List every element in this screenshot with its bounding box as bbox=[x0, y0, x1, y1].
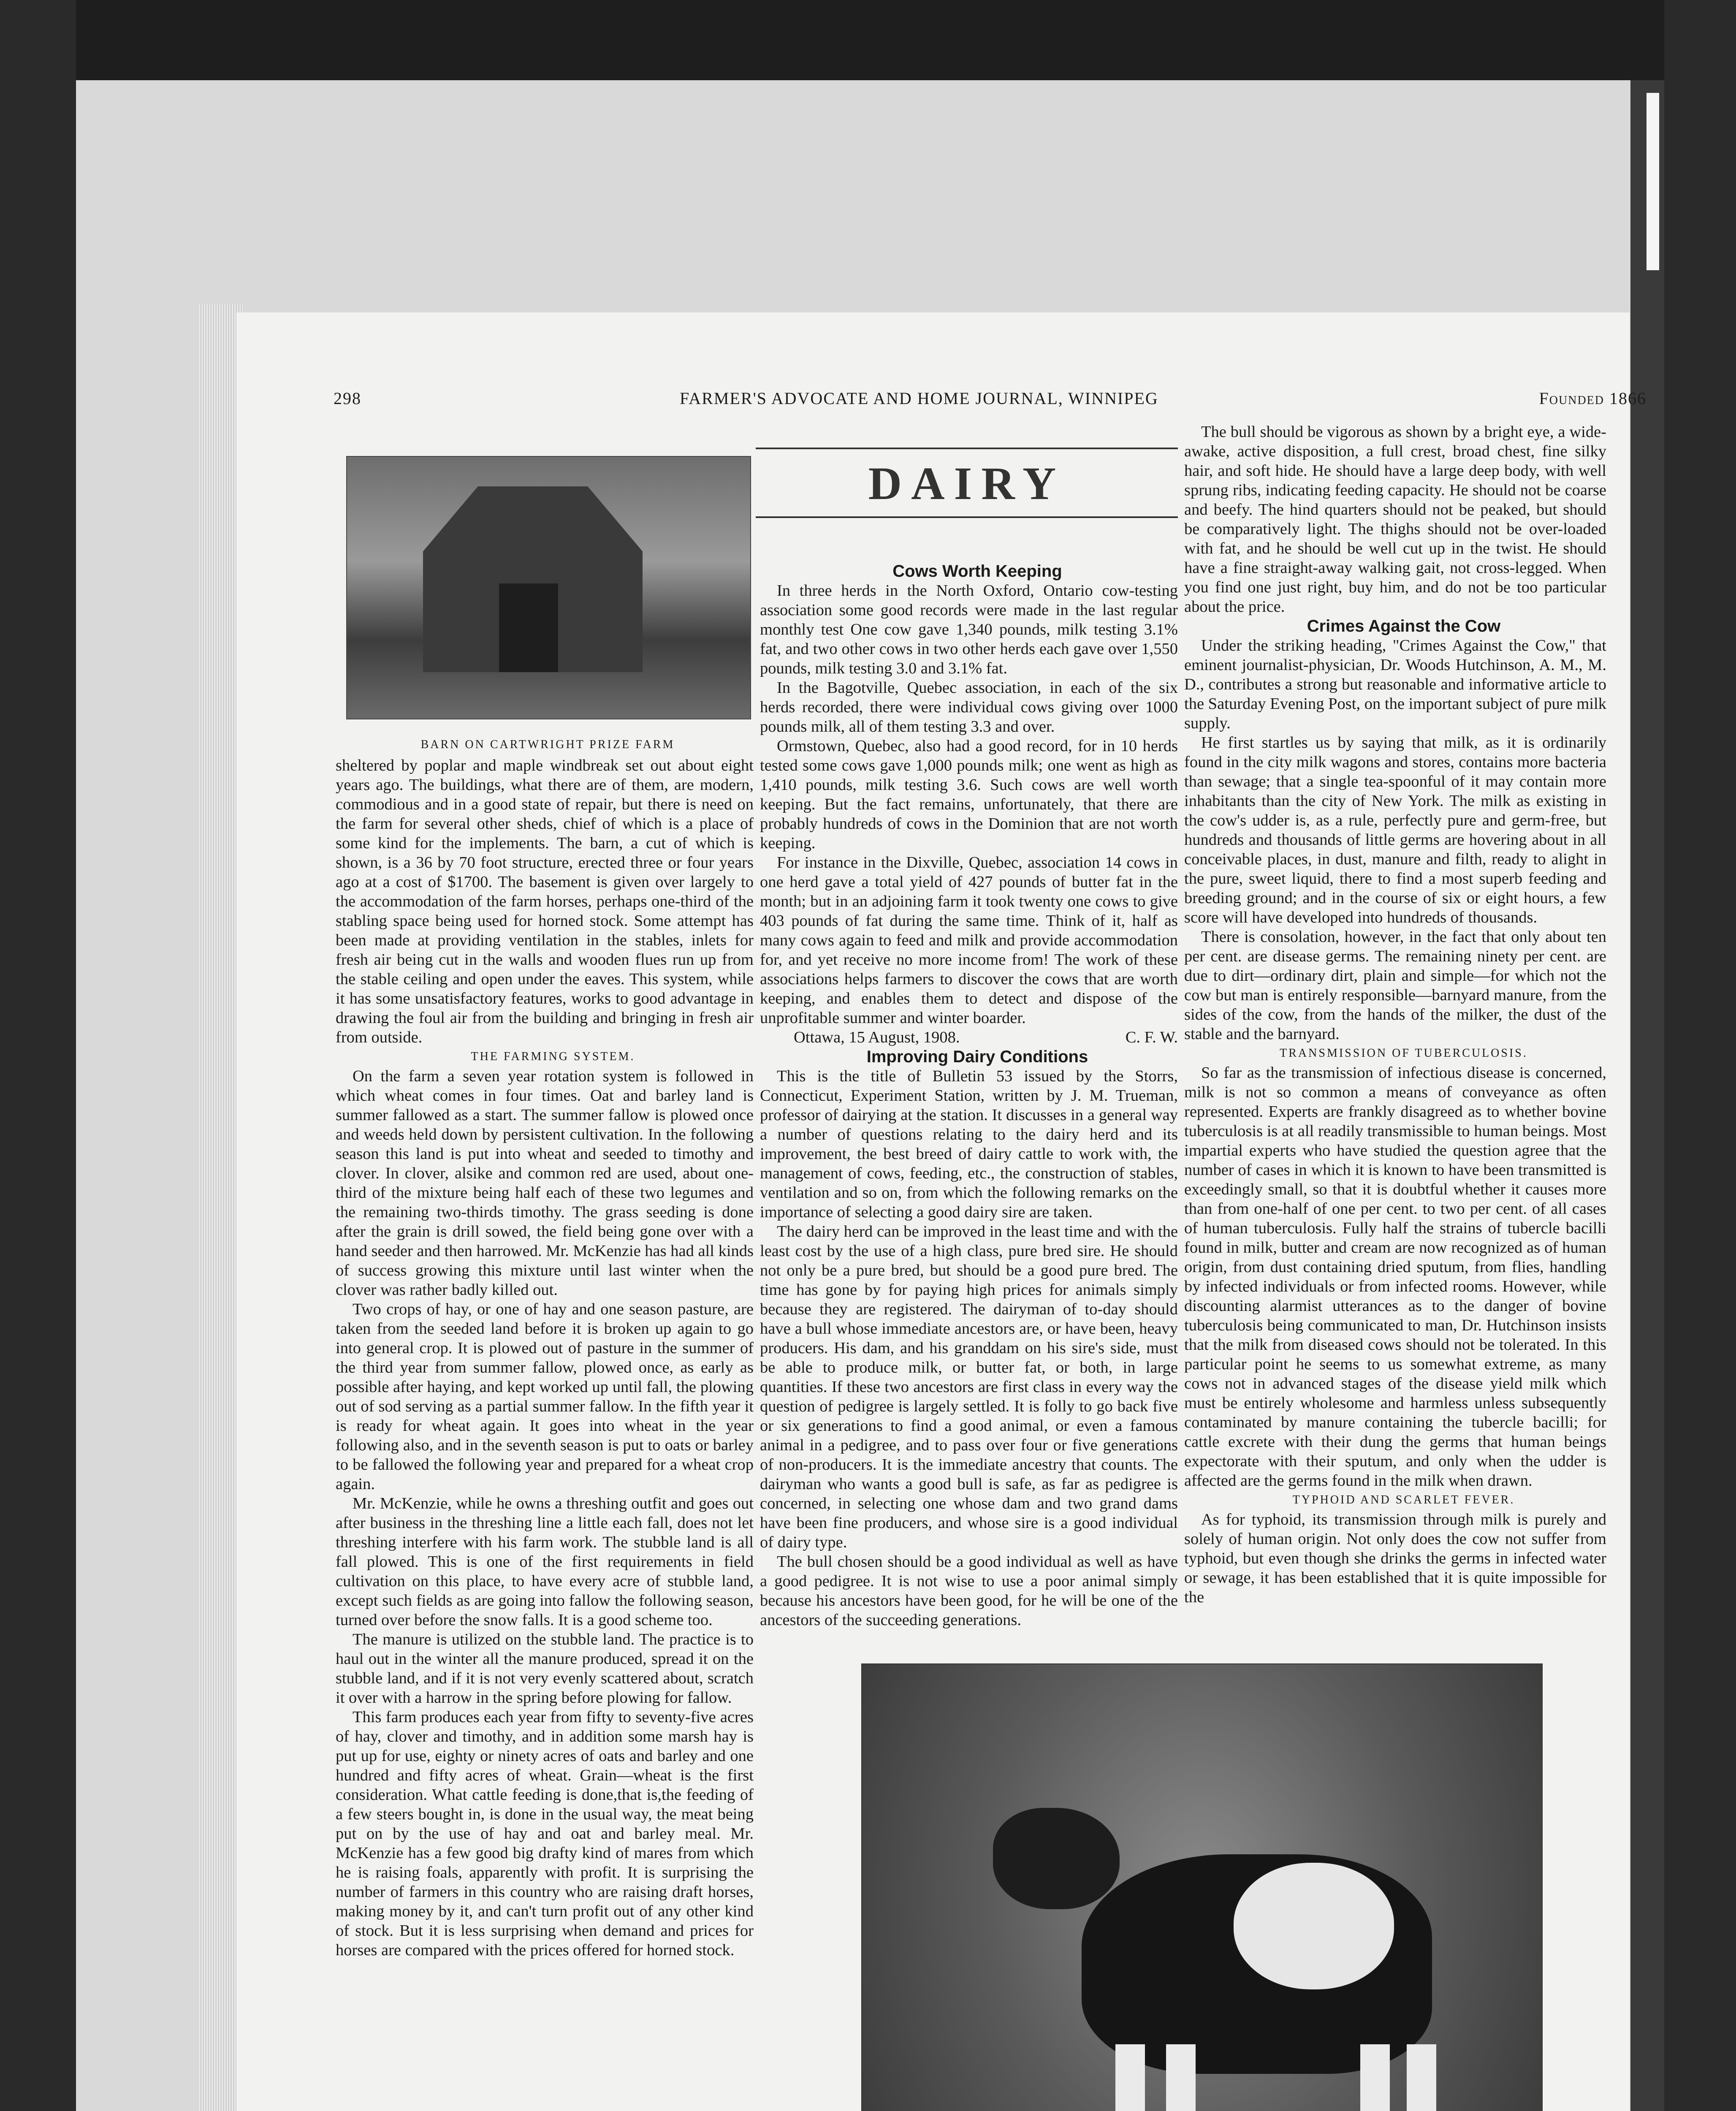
intro-paragraph: sheltered by poplar and maple windbreak set out about eight years ago. The buildings, what there are of them, are modern, commodious and in a good state of repair, but there is need on the farm for several other sheds, chief of which is a place of some kind for the implements. The barn, a cut of which is shown, is a 36 by 70 foot structure, erected three or four years ago at a cost of $1700. The basement is given over largely to the accommodation of the farm horses, perhaps one-third of the stabling space being used for horned stock. Some attempt has been made at providing ventilation in the stables, inlets for fresh air being cut in the walls and wooden flues run up from the stable ceiling and open under the eaves. This system, while it has some unsatisfactory features, works to good advantage in drawing the foul air from the building and bringing in fresh air from outside. bbox=[336, 757, 754, 1046]
signature-initials: C. F. W. bbox=[1125, 1028, 1178, 1046]
signature-place: Ottawa, 15 August, 1908. bbox=[794, 1028, 960, 1046]
paragraph: So far as the transmission of infectious disease is concerned, milk is not so common a means of conveyance as often represented. Experts are frankly disagreed as to whether bovine tuberculosis is at all readily transmissible to human beings. Most impartial experts who have studied the question agree that the number of cases in which it is known to have been transmitted is exceedingly small, so that it is doubtful whether it causes more than from one-half of one per cent. to two per cent. of all cases of human tuberculosis. Fully half the strains of tubercle bacilli found in milk, butter and cream are now recognized as of human origin, from dust containing dried sputum, from flies, handling by infected individuals or from infected rooms. However, while discounting alarmist utterances as to the danger of bovine tuberculosis being communicated to man, Dr. Hutchinson insists that the milk from diseased cows should not be tolerated. In this particular point he seems to us somewhat extreme, as many cows not in advanced stages of the disease yield milk which must be entirely wholesome and harmless unless subsequently contaminated by manure containing the tubercle bacilli; for cattle excrete with their dung the germs that human beings expectorate with their sputum, and only when the udder is affected are the germs found in the milk when drawn. bbox=[1184, 1064, 1606, 1490]
paragraph: He first startles us by saying that milk, as it is ordinarily found in the city milk wagons and stores, contains more bacteria than sewage; that a single tea-spoonful of it may contain more inhabitants than the city of New York. The milk as existing in the cow's udder is, as a rule, perfectly pure and germ-free, but hundreds and thousands of little germs are hovering about in all conceivable places, in dust, manure and filth, ready to alight in the pure, sweet liquid, there to find a most superb feeding and breeding ground; and in the course of six or eight hours, a few score will have developed into hundreds of thousands. bbox=[1184, 734, 1606, 926]
barn-door bbox=[499, 583, 558, 672]
left-column bbox=[336, 756, 754, 1960]
paragraph: Two crops of hay, or one of hay and one season pasture, are taken from the seeded land before it is broken up again to go into general crop. It is plowed out of pasture in the summer of the third year from summer fallow, plowed once, as early as possible after haying, and kept worked up until fall, the plowing out of sod serving as a partial summer fallow. In the fifth year it is ready for wheat again. It goes into wheat in the year following also, and in the seventh season is put to oats or barley to be fallowed the following year and prepared for a wheat crop again. bbox=[336, 1300, 754, 1493]
paragraph: As for typhoid, its transmission through milk is purely and solely of human origin. Not only does the cow not suffer from typhoid, but even though she drinks the germs in infected water or sewage, it has been established that it is quite impossible for the bbox=[1184, 1511, 1606, 1606]
scan-border-left bbox=[0, 0, 76, 2111]
cow-photo bbox=[861, 1663, 1543, 2111]
binder-clamp-right bbox=[1630, 80, 1664, 2111]
middle-column bbox=[760, 562, 1178, 1630]
cow-leg bbox=[1407, 2044, 1436, 2111]
paragraph: This farm produces each year from fifty to seventy-five acres of hay, clover and timothy, and in addition some marsh hay is put up for use, eighty or ninety acres of oats and barley and one hundred and fifty acres of wheat. Grain—wheat is the first consideration. What cattle feeding is done,that is,the feeding of a few steers bought in, is done in the usual way, the meat being put on by the use of hay and oat and barley meal. Mr. McKenzie has a few good big drafty kind of mares from which he is raising foals, apparently with profit. It is surprising the number of farmers in this country who are raising draft horses, making money by it, and can't turn profit out of any other kind of stock. But it is less surprising when demand and prices for horses are compared with the prices offered for horned stock. bbox=[336, 1708, 754, 1959]
page-number: 298 bbox=[334, 389, 361, 408]
crimes-heading: Crimes Against the Cow bbox=[1307, 617, 1501, 635]
paragraph: Ormstown, Quebec, also had a good record, for in 10 herds tested some cows gave 1,000 pounds milk; one went as high as 1,410 pounds, milk testing 3.6. Such cows are well worth keeping. But the fact remains, unfortunately, that there are probably hundreds of cows in the Dominion that are not worth keeping. bbox=[760, 737, 1178, 852]
binder-clamp-highlight bbox=[1646, 93, 1659, 270]
barn-photo bbox=[346, 456, 751, 719]
founded-label: Founded 1866 bbox=[1539, 389, 1646, 408]
paragraph: There is consolation, however, in the fact that only about ten per cent. are disease germs. The remaining ninety per cent. are due to dirt—ordinary dirt, plain and simple—for which not the cow but man is entirely responsible—barnyard manure, from the sides of the cow, from the hands of the milker, the dust of the stable and the barnyard. bbox=[1184, 928, 1606, 1043]
cow-head bbox=[993, 1808, 1120, 1909]
cow-leg bbox=[1166, 2044, 1196, 2111]
paragraph: The bull should be vigorous as shown by a bright eye, a wide-awake, active disposition, a full crest, broad chest, fine silky hair, and soft hide. He should have a large deep body, with well sprung ribs, indicating feeding capacity. He should not be coarse and beefy. The hind quarters should not be peaked, but should be comparatively light. The thighs should not be over-loaded with fat, and he should be well cut up in the twist. He should have a fine straight-away walking gait, not cross-legged. When you find one just right, buy him, and do not be too particular about the price. bbox=[1184, 423, 1606, 616]
typhoid-heading: TYPHOID AND SCARLET FEVER. bbox=[1292, 1493, 1515, 1506]
paragraph: In the Bagotville, Quebec association, in each of the six herds recorded, there were individual cows giving over 1000 pounds milk, all of them testing 3.3 and over. bbox=[760, 679, 1178, 735]
scan-border-right bbox=[1664, 0, 1736, 2111]
paragraph: For instance in the Dixville, Quebec, association 14 cows in one herd gave a total yield of 427 pounds of butter fat in the month; but in an adjoining farm it took twenty one cows to give 403 pounds of fat during the same time. Think of it, half as many cows again to feed and milk and provide accommodation for, and yet receive no more income from! The work of these associations helps farmers to discover the cows that are worth keeping, and enables them to detect and dispose of the unprofitable summer and winter boarder. bbox=[760, 854, 1178, 1027]
paragraph: On the farm a seven year rotation system is followed in which wheat comes in four times. Oat and barley land is summer fallowed as a start. The summer fallow is plowed once and weeds held down by persistent cultivation. In the following season this land is put into wheat and seeded to timothy and clover. In clover, alsike and common red are used, about one-third of the mixture being half each of these two legumes and the remaining two-thirds timothy. The grass seeding is done after the grain is drill sowed, the field being gone over with a hand seeder and then harrowed. Mr. McKenzie has had all kinds of success growing this mixture until last winter when the clover was rather badly killed out. bbox=[336, 1067, 754, 1299]
farming-heading: THE FARMING SYSTEM. bbox=[471, 1050, 635, 1063]
paragraph: This is the title of Bulletin 53 issued by the Storrs, Connecticut, Experiment Station, written by J. M. Trueman, professor of dairying at the station. It discusses in a general way a number of questions relating to the dairy herd and its improvement, the best breed of dairy cattle to work with, the management of cows, feeding, etc., the construction of stables, ventilation and so on, from which the following remarks on the importance of selecting a good dairy sire are taken. bbox=[760, 1067, 1178, 1221]
signature-line bbox=[760, 1028, 1178, 1047]
improving-heading: Improving Dairy Conditions bbox=[866, 1047, 1088, 1066]
paragraph: The dairy herd can be improved in the least time and with the least cost by the use of a high class, pure bred sire. He should not only be a pure bred, but should be a good pure bred. The time has gone by for paying high prices for animals simply because they are registered. The dairyman of to-day should have a bull whose immediate ancestors are, or have been, heavy producers. His dam, and his granddam on his sire's side, must be able to produce milk, or butter fat, or both, in large quantities. If these two ancestors are first class in every way the question of pedigree is largely settled. It is folly to go back five or six generations to find a good animal, or even a famous animal in a pedigree, and to pass over four or five generations of non-producers. It is the immediate ancestry that counts. The dairyman who wants a good bull is safe, as far as pedigree is concerned, in selecting one whose dam and two grand dams have been fine producers, and whose sire is a good individual of dairy type. bbox=[760, 1223, 1178, 1551]
paragraph: The bull chosen should be a good individual as well as have a good pedigree. It is not wise to use a poor animal simply because his ancestors have been good, for he will be one of the ancestors of the succeeding generations. bbox=[760, 1553, 1178, 1629]
paragraph: The manure is utilized on the stubble land. The practice is to haul out in the winter all the manure produced, spread it on the stubble land, and if it is not very evenly scattered about, scratch it over with a harrow in the spring before plowing for fallow. bbox=[336, 1631, 754, 1707]
right-column bbox=[1184, 422, 1606, 1607]
page-header bbox=[334, 388, 1646, 418]
scan-border-top bbox=[0, 0, 1736, 80]
paragraph: In three herds in the North Oxford, Ontario cow-testing association some good records were made in the last regular monthly test One cow gave 1,340 pounds, milk testing 3.1% fat, and two other cows in two other herds each gave over 1,550 pounds, milk testing 3.0 and 3.1% fat. bbox=[760, 582, 1178, 677]
paragraph: Under the striking heading, "Crimes Against the Cow," that eminent journalist-physician, Dr. Woods Hutchinson, A. M., M. D., contributes a strong but reasonable and informative article to the Saturday Evening Post, on the important subject of pure milk supply. bbox=[1184, 637, 1606, 732]
cow-leg bbox=[1360, 2044, 1390, 2111]
cow-white-patch bbox=[1234, 1863, 1394, 1989]
paragraph: Mr. McKenzie, while he owns a threshing outfit and goes out after business in the threshing line a little each fall, does not let threshing interfere with his farm work. The stubble land is all fall plowed. This is one of the first requirements in field cultivation on this place, to have every acre of stubble land, except such fields as are going into fallow the following season, turned over before the snow falls. It is a good scheme too. bbox=[336, 1495, 754, 1629]
tuberculosis-heading: TRANSMISSION OF TUBERCULOSIS. bbox=[1280, 1047, 1528, 1060]
section-title: DAIRY bbox=[756, 448, 1178, 518]
running-title: FARMER'S ADVOCATE AND HOME JOURNAL, WINNIPEG bbox=[680, 389, 1158, 408]
cow-leg bbox=[1115, 2044, 1145, 2111]
barn-caption: BARN ON CARTWRIGHT PRIZE FARM bbox=[420, 738, 675, 751]
cows-heading: Cows Worth Keeping bbox=[892, 562, 1062, 581]
